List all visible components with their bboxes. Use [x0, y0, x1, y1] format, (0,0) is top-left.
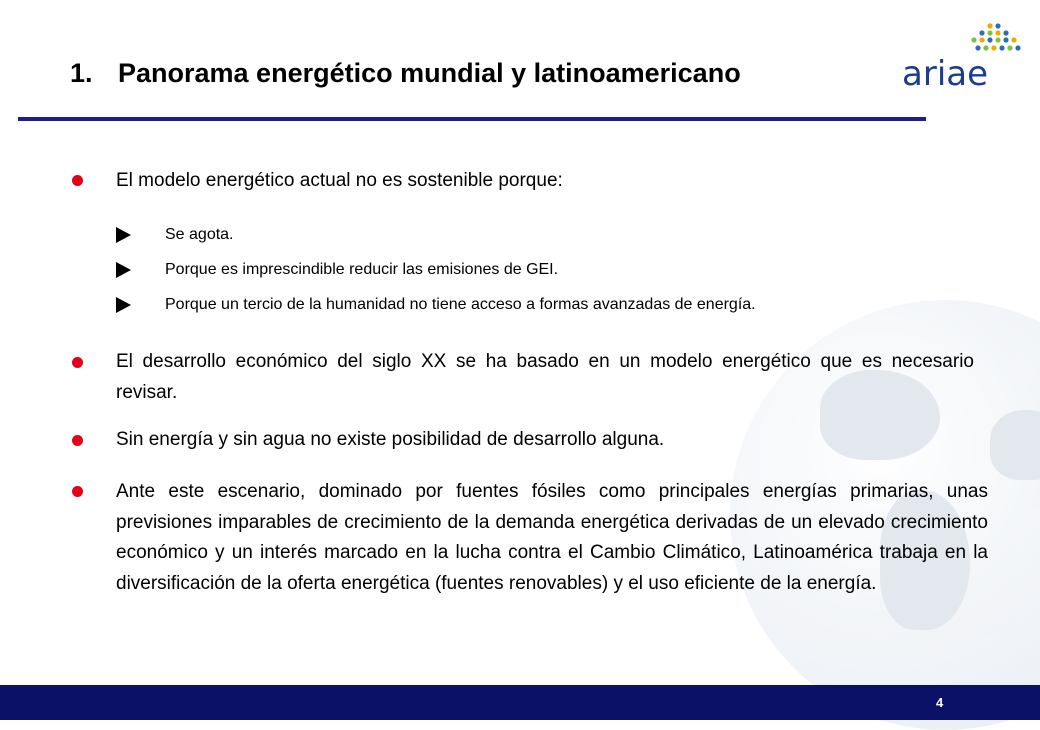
arrow-bullet-icon [116, 262, 131, 278]
logo-text: ariae [902, 54, 989, 94]
globe-continent [990, 410, 1040, 480]
arrow-bullet-icon [116, 227, 131, 243]
bullet-marker [72, 486, 83, 497]
bullet-marker [72, 435, 83, 446]
bullet-text: El desarrollo económico del siglo XX se ha basado en un modelo energético que es necesario revisar. [116, 351, 974, 403]
bullet-marker [72, 357, 83, 368]
subitem-text: Porque es imprescindible reducir las emisiones de GEI. [165, 261, 559, 278]
bullet-marker [72, 175, 83, 186]
bullet-text: El modelo energético actual no es sostenible porque: [116, 170, 563, 191]
slide-title [70, 58, 741, 89]
footer-bar [0, 685, 1040, 720]
page-number: 4 [936, 695, 944, 710]
bullet-text: Ante este escenario, dominado por fuentes fósiles como principales energías primarias, unas previsiones imparables de crecimiento de la demanda energética derivadas de un elevado crecimiento económico y un interés marcado en la lucha contra el Cambio Climático, Latinoamérica trabaja en la diversificación de la oferta energética (fuentes renovables) y el uso eficiente de la energía. [116, 481, 988, 594]
arrow-bullet-icon [116, 297, 131, 313]
subitem-text: Se agota. [165, 226, 234, 243]
bullet-text: Sin energía y sin agua no existe posibilidad de desarrollo alguna. [116, 429, 665, 450]
title-underline [18, 117, 926, 121]
title-text: Panorama energético mundial y latinoamericano [118, 58, 741, 88]
ariae-logo [898, 18, 1030, 98]
section-number: 1. [70, 58, 93, 88]
subitem-text: Porque un tercio de la humanidad no tiene acceso a formas avanzadas de energía. [165, 296, 756, 313]
